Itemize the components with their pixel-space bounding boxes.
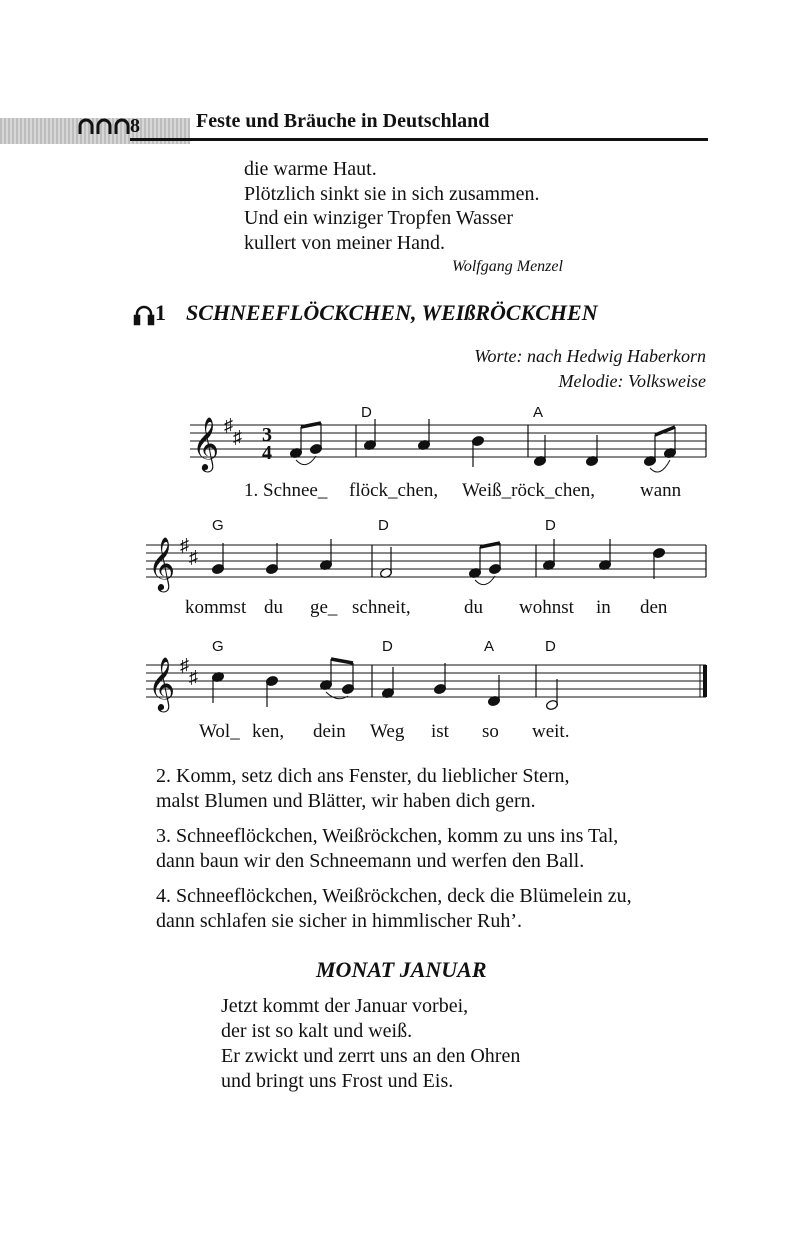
- final-barline: [703, 665, 707, 697]
- time-signature-bottom: 4: [262, 442, 272, 464]
- verse-line: 2. Komm, setz dich ans Fenster, du lieblicher Stern,: [156, 765, 570, 787]
- note-beam: [331, 659, 353, 663]
- page-number: 8: [130, 115, 140, 137]
- chord-label: A: [484, 638, 495, 655]
- lyric-syllable: Weiß_röck_chen,: [462, 480, 595, 501]
- chord-label: D: [382, 638, 393, 655]
- words-credit: Worte: nach Hedwig Haberkorn: [474, 346, 706, 366]
- poem-januar: [221, 994, 520, 1094]
- sharp-sign: ♯: [224, 415, 233, 435]
- poem-line: die warme Haut.: [244, 158, 377, 180]
- song-title: SCHNEEFLÖCKCHEN, WEIßRÖCKCHEN: [186, 300, 598, 325]
- section-title: MONAT JANUAR: [316, 957, 487, 982]
- lyric-syllable: flöck_chen,: [349, 480, 439, 501]
- lyric-syllable: du: [264, 597, 283, 618]
- chord-label: D: [361, 404, 372, 421]
- chord-label: D: [378, 517, 389, 534]
- note-beam: [655, 427, 675, 435]
- sharp-sign: ♯: [233, 427, 242, 447]
- verse-3: [156, 824, 618, 874]
- note-beam: [480, 543, 500, 547]
- sharp-sign: ♯: [189, 547, 198, 567]
- lyric-syllable: den: [640, 597, 668, 618]
- poem-line: und bringt uns Frost und Eis.: [221, 1070, 454, 1092]
- lyric-syllable: ist: [431, 721, 449, 742]
- poem-author: Wolfgang Menzel: [452, 258, 563, 275]
- sharp-sign: ♯: [189, 667, 198, 687]
- verse-4: [156, 884, 632, 934]
- lyric-syllable: du: [464, 597, 483, 618]
- melody-credit: Melodie: Volksweise: [558, 371, 706, 391]
- lyric-syllable: 1. Schnee_: [244, 480, 328, 501]
- note-beam: [301, 423, 321, 427]
- lyric-syllable: Wol_: [199, 721, 240, 742]
- treble-clef: 𝄞: [192, 416, 220, 470]
- lyric-syllable: so: [482, 721, 499, 742]
- lyric-syllable: ken,: [252, 721, 285, 742]
- track-number: 1: [155, 300, 166, 325]
- poem-line: kullert von meiner Hand.: [244, 231, 446, 254]
- lyric-syllable: Weg: [370, 721, 405, 742]
- lyric-syllable: schneit,: [352, 597, 411, 618]
- verse-line: dann schlafen sie sicher in himmlischer Ruh’.: [156, 910, 523, 932]
- sharp-sign: ♯: [180, 655, 189, 675]
- poem-line: Er zwickt und zerrt uns an den Ohren: [221, 1045, 521, 1067]
- header-title: Feste und Bräuche in Deutschland: [196, 110, 490, 132]
- poem-line: Plötzlich sinkt sie in sich zusammen.: [244, 182, 540, 205]
- verse-line: malst Blumen und Blätter, wir haben dich gern.: [156, 790, 536, 812]
- lyric-syllable: kommst: [185, 597, 247, 618]
- verse-2: [156, 764, 570, 814]
- treble-clef: 𝄞: [148, 656, 176, 710]
- chord-label: A: [533, 404, 544, 421]
- lyric-syllable: wann: [640, 480, 682, 501]
- verse-line: 3. Schneeflöckchen, Weißröckchen, komm zu uns ins Tal,: [156, 825, 619, 847]
- treble-clef: 𝄞: [148, 536, 176, 590]
- verse-line: 4. Schneeflöckchen, Weißröckchen, deck die Blümelein zu,: [156, 885, 632, 907]
- chord-label: D: [545, 517, 556, 534]
- verse-line: dann baun wir den Schneemann und werfen den Ball.: [156, 850, 585, 872]
- poem-line: der ist so kalt und weiß.: [221, 1020, 413, 1042]
- lyric-syllable: wohnst: [519, 597, 574, 618]
- lyric-syllable: dein: [313, 721, 346, 742]
- chord-label: G: [212, 638, 224, 655]
- chord-label: G: [212, 517, 224, 534]
- time-signature-top: 3: [262, 424, 272, 446]
- sharp-sign: ♯: [180, 535, 189, 555]
- lyric-syllable: weit.: [532, 721, 570, 742]
- lyric-syllable: in: [596, 597, 611, 618]
- lyric-syllable: ge_: [310, 597, 338, 618]
- poem-line: Jetzt kommt der Januar vorbei,: [221, 995, 469, 1017]
- poem-line: Und ein winziger Tropfen Wasser: [244, 207, 514, 229]
- chord-label: D: [545, 638, 556, 655]
